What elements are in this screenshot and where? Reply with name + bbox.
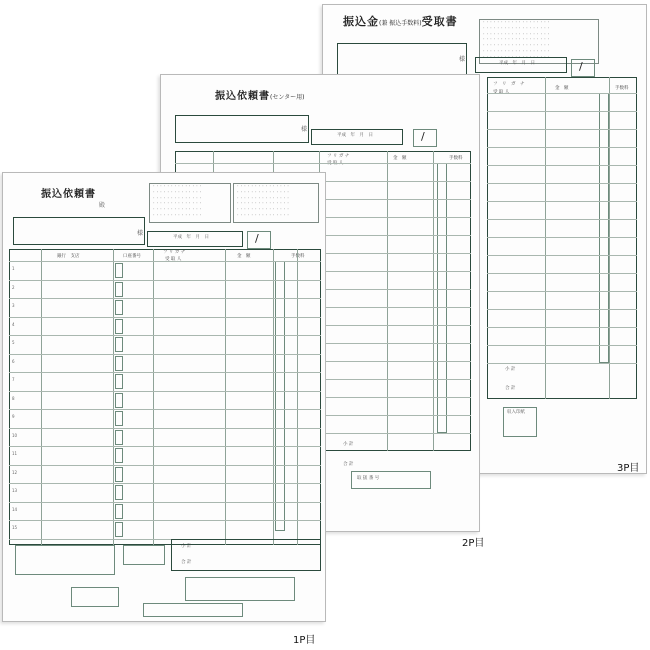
table-row-line xyxy=(487,273,637,274)
table-row-line xyxy=(9,335,321,336)
row-number: 9 xyxy=(12,414,15,419)
page-1-bank-info-box xyxy=(15,545,115,575)
page-1-honorific: 様 xyxy=(137,230,144,237)
table-row-line xyxy=(487,327,637,328)
side-cell xyxy=(115,522,123,537)
table-row-line xyxy=(9,502,321,503)
page-1-fee-column xyxy=(275,261,285,531)
page-3-main-table xyxy=(487,77,637,399)
page-1-totals-box xyxy=(171,539,321,571)
page-3-header-amount: 金 額 xyxy=(555,86,569,91)
page-1-header-account: 口座番号 xyxy=(123,254,141,259)
page-1-sheet xyxy=(2,172,326,622)
page-2-total: 合 計 xyxy=(343,462,354,467)
page-3-title-tail: 受取書 xyxy=(421,15,458,28)
table-row-line xyxy=(487,219,637,220)
table-row-line xyxy=(487,309,637,310)
row-number: 2 xyxy=(12,284,15,290)
table-row-line xyxy=(487,363,637,364)
page-3-stamp-area xyxy=(571,59,595,77)
side-cell xyxy=(115,504,123,519)
table-row-line xyxy=(9,372,321,373)
page-1-total: 合 計 xyxy=(181,560,192,565)
page-3-header-recipient: 受 取 人 xyxy=(493,90,510,95)
side-cell xyxy=(115,411,123,426)
table-row-line xyxy=(9,483,321,484)
page-2-title-note: (センター用) xyxy=(270,94,305,101)
table-row-line xyxy=(9,280,321,281)
page-2-subtotal: 小 計 xyxy=(343,442,354,447)
page-1-remarks-box xyxy=(71,587,119,607)
side-cell xyxy=(115,337,123,352)
page-3-title-note: (兼 振込手数料) xyxy=(379,20,422,27)
side-cell xyxy=(115,393,123,408)
table-row-line xyxy=(487,129,637,130)
table-row-line xyxy=(9,391,321,392)
row-number: 4 xyxy=(12,321,15,327)
side-cell xyxy=(115,430,123,445)
table-row-line xyxy=(487,93,637,94)
table-row-line xyxy=(487,237,637,238)
page-2-honorific: 様 xyxy=(301,126,308,133)
table-row-line xyxy=(9,465,321,466)
page-2-col-4 xyxy=(387,151,388,451)
page-2-header-recipient: 受 取 人 xyxy=(327,161,344,166)
page-3-header-furigana: フ リ ガ ナ xyxy=(493,82,525,87)
page-1-notes-right: ・・・・・・・・・・・・・・・ ・・・・・・・・・・・・・・・ ・・・・・・・・・・・・・・・ ・・・・・・・・・・・・・・・ ・・・・・・・・・・・・・・・ ・・・・・・・・・・・・・・・ xyxy=(233,183,319,223)
table-row-line xyxy=(487,147,637,148)
page-1-stamp-mark: / xyxy=(255,232,259,245)
page-1-handling-box xyxy=(185,577,295,601)
row-number: 13 xyxy=(12,488,18,493)
page-1-notes-left: ・・・・・・・・・・・・・・ ・・・・・・・・・・・・・・ ・・・・・・・・・・・・・・ ・・・・・・・・・・・・・・ ・・・・・・・・・・・・・・ ・・・・・・・・・・・・・・ xyxy=(149,183,231,223)
row-number: 3 xyxy=(12,303,15,308)
page-2-fee-column xyxy=(437,163,447,433)
page-2-stamp-mark: / xyxy=(421,130,425,143)
page-3-subtotal: 小 計 xyxy=(505,367,516,372)
page-1-stamp-area xyxy=(247,231,271,249)
table-row-line xyxy=(487,291,637,292)
table-row-line xyxy=(9,520,321,521)
page-3-honorific: 様 xyxy=(459,56,466,63)
table-row-line xyxy=(487,201,637,202)
page-1-header-furigana: フ リ ガ ナ xyxy=(163,250,186,255)
side-cell xyxy=(115,282,123,297)
table-row-line xyxy=(487,183,637,184)
page-1-title xyxy=(41,185,96,200)
page-2-title xyxy=(215,87,304,102)
page-1-subtitle: 殿 xyxy=(99,202,106,209)
page-3-col-2 xyxy=(609,77,610,399)
page-2-handling-label: 取 扱 番 号 xyxy=(357,476,380,481)
page-2-date-label: 平成 年 月 日 xyxy=(337,133,373,138)
page-3-header-fee: 手数料 xyxy=(615,86,629,91)
side-cell xyxy=(115,356,123,371)
page-3-fee-column xyxy=(599,93,609,363)
side-cell xyxy=(115,448,123,463)
page-2-client-box xyxy=(175,115,309,143)
side-cell xyxy=(115,374,123,389)
page-1-date-label: 平成 年 月 日 xyxy=(173,235,209,240)
page-2-header-furigana: フ リ ガ ナ xyxy=(327,154,350,159)
page-3-label: 3P目 xyxy=(617,463,640,474)
page-1-header-recipient: 受 取 人 xyxy=(165,257,182,262)
page-2-header-amount: 金 額 xyxy=(393,156,407,161)
row-number: 6 xyxy=(12,358,15,364)
row-number: 10 xyxy=(12,432,18,438)
table-row-line xyxy=(9,446,321,447)
row-number: 12 xyxy=(12,469,18,475)
row-number: 7 xyxy=(12,377,15,382)
page-3-stamp-box-label: 収入印紙 xyxy=(507,410,525,415)
table-row-line xyxy=(9,428,321,429)
page-2-col-5 xyxy=(433,151,434,451)
page-1-subtotal: 小 計 xyxy=(181,544,192,549)
page-3-stamp-mark: / xyxy=(579,60,583,73)
page-3-title xyxy=(343,13,458,29)
table-row-line xyxy=(175,163,471,164)
table-row-line xyxy=(9,261,321,262)
side-cell xyxy=(115,263,123,278)
page-2-stamp-area xyxy=(413,129,437,147)
page-1-header-bank: 銀行 支店 xyxy=(57,254,80,259)
page-3-col-1 xyxy=(545,77,546,399)
table-row-line xyxy=(9,298,321,299)
row-number: 15 xyxy=(12,525,18,530)
row-number: 14 xyxy=(12,506,18,512)
table-row-line xyxy=(9,354,321,355)
table-row-line xyxy=(9,409,321,410)
page-3-date-label: 平成 年 月 日 xyxy=(499,61,535,66)
side-cell xyxy=(115,467,123,482)
table-row-line xyxy=(9,317,321,318)
side-cell xyxy=(115,319,123,334)
table-row-line xyxy=(487,111,637,112)
page-1-label: 1P目 xyxy=(293,635,316,646)
page-3-notes: ・・・・・・・・・・・・・・・・・・・ ・・・・・・・・・・・・・・・・・・・ ・・・・・・・・・・・・・・・・・・・ ・・・・・・・・・・・・・・・・・・・ ・・・・・・・・・・・・・・・・・・・ ・・・・・・・・・・・・・・・・・・・ ・・・・・・・・・・・・・・・・・・・ xyxy=(479,19,599,64)
row-number: 1 xyxy=(12,266,15,271)
page-2-label: 2P目 xyxy=(462,538,485,549)
row-number: 8 xyxy=(12,395,15,401)
page-2-title-main: 振込依頼書 xyxy=(215,91,270,102)
table-row-line xyxy=(487,255,637,256)
page-1-title-main: 振込依頼書 xyxy=(41,189,96,200)
page-1-header-amount: 金 額 xyxy=(237,254,251,259)
page-1-code-box xyxy=(143,603,243,617)
page-3-title-main: 振込金 xyxy=(343,15,379,28)
table-row-line xyxy=(487,345,637,346)
side-cell xyxy=(115,300,123,315)
row-number: 11 xyxy=(12,451,18,456)
table-row-line xyxy=(487,165,637,166)
page-2-header-fee: 手数料 xyxy=(449,156,463,161)
page-1-header-fee: 手数料 xyxy=(291,254,305,259)
page-1-client-box xyxy=(13,217,145,245)
page-1-bank-info-right xyxy=(123,545,165,565)
page-3-client-box xyxy=(337,43,467,77)
side-cell xyxy=(115,485,123,500)
row-number: 5 xyxy=(12,340,15,345)
page-3-total: 合 計 xyxy=(505,386,516,391)
